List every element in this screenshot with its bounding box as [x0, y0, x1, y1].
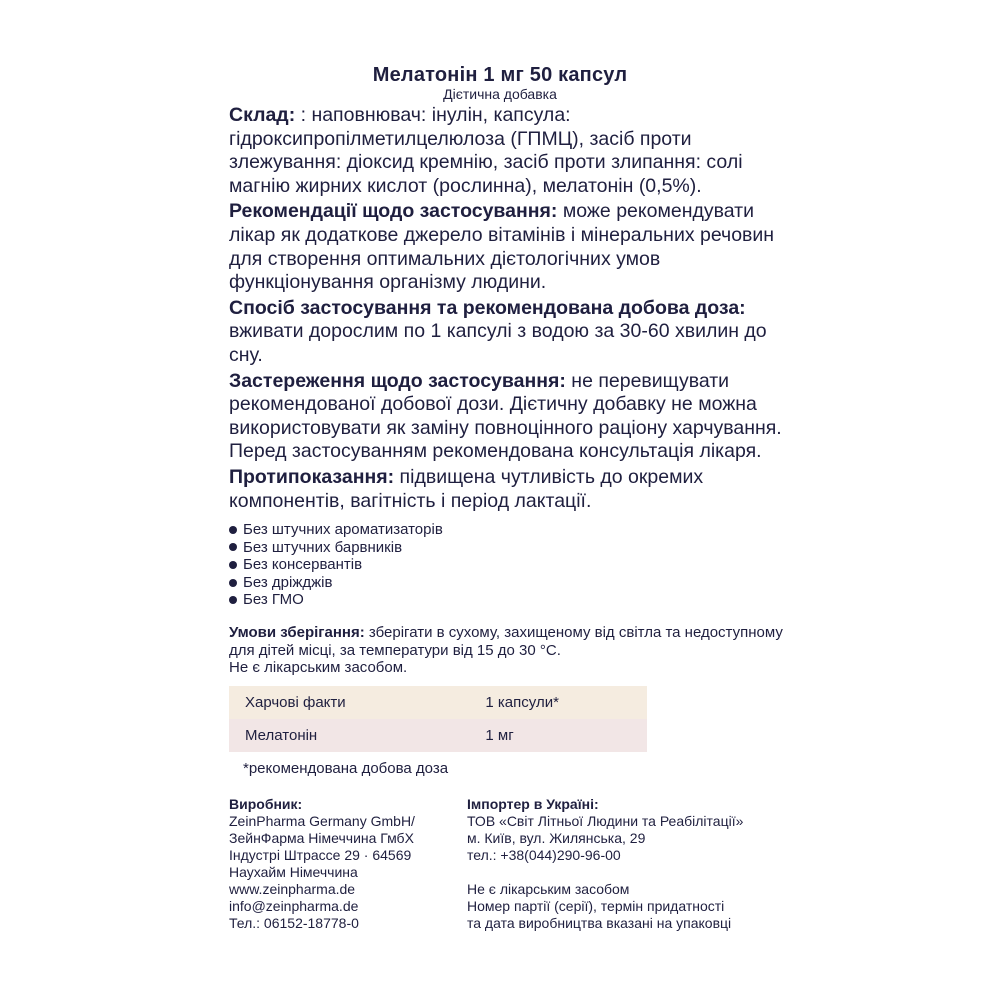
- table-row: [229, 719, 647, 752]
- label-body: [229, 104, 789, 513]
- usage-section: [229, 297, 789, 368]
- warnings-section: [229, 370, 789, 464]
- importer-phone: тел.: +38(044)290-96-00: [467, 847, 621, 863]
- spacer: [467, 864, 797, 881]
- bullet-icon: [229, 526, 237, 534]
- warnings-text: не перевищувати рекомендованої добової дози. Дієтичну добавку не можна використовувати як заміну повноцінного раціону харчування. Перед застосуванням рекомендована консультація лікаря.: [229, 369, 782, 463]
- contraindications-text: підвищена чутливість до окремих компонентів, вагітність і період лактації.: [229, 465, 704, 512]
- bullet-icon: [229, 596, 237, 604]
- manufacturer-website: www.zeinpharma.de: [229, 881, 356, 897]
- bullet-icon: [229, 561, 237, 569]
- composition-label: Склад:: [229, 104, 296, 126]
- storage-section: [229, 624, 789, 677]
- manufacturer-line: Наухайм Німеччина: [229, 864, 358, 880]
- manufacturer-label: Виробник:: [229, 796, 303, 812]
- list-item: Без штучних ароматизаторів: [229, 521, 443, 539]
- manufacturer-line: ZeinPharma Germany GmbH/: [229, 813, 415, 829]
- product-subtitle: Дієтична добавка: [443, 86, 557, 102]
- usage-label: Спосіб застосування та рекомендована добова доза:: [229, 296, 746, 319]
- composition-text: : наповнювач: інулін, капсула: гідроксипропілметилцелюлоза (ГПМЦ), засіб проти злежування: діоксид кремнію, засіб проти злипання: солі магнію жирних кислот (рослинна), мелатонін (0,5%).: [229, 104, 743, 197]
- bullet-icon: [229, 579, 237, 587]
- bullet-icon: [229, 543, 237, 551]
- importer-note: та дата виробництва вказані на упаковці: [467, 915, 732, 931]
- importer-block: [467, 796, 797, 932]
- manufacturer-line: ЗейнФарма Німеччина ГмбХ: [229, 830, 414, 846]
- table-header-cell: Харчові факти: [229, 686, 485, 719]
- composition-section: [229, 104, 789, 198]
- product-title: Мелатонін 1 мг 50 капсул: [372, 64, 628, 86]
- importer-line: м. Київ, вул. Жилянська, 29: [467, 830, 646, 846]
- warnings-label: Застереження щодо застосування:: [229, 369, 566, 392]
- importer-label: Імпортер в Україні:: [467, 796, 599, 812]
- nutrition-facts-table: [229, 686, 647, 752]
- importer-line: ТОВ «Світ Літньої Людини та Реабілітації»: [467, 813, 744, 829]
- list-item: Без ГМО: [229, 591, 443, 609]
- recommendations-text: може рекомендувати лікар як додаткове джерело вітамінів і мінеральних речовин для створення оптимальних дієтологічних умов функціонування організму людини.: [229, 200, 775, 294]
- importer-note: Номер партії (серії), термін придатності: [467, 898, 725, 914]
- free-from-list: [229, 521, 443, 609]
- importer-note: Не є лікарським засобом: [467, 881, 630, 897]
- table-header-cell: 1 капсули*: [485, 686, 647, 719]
- manufacturer-phone: Тел.: 06152-18778-0: [229, 915, 359, 931]
- list-item: Без дріжджів: [229, 574, 443, 592]
- manufacturer-block: [229, 796, 459, 932]
- list-item: Без консервантів: [229, 556, 443, 574]
- storage-label: Умови зберігання:: [229, 624, 365, 641]
- table-header-row: [229, 686, 647, 719]
- recommendations-label: Рекомендації щодо застосування:: [229, 200, 558, 223]
- table-cell: Мелатонін: [229, 719, 485, 752]
- manufacturer-email: info@zeinpharma.de: [229, 898, 359, 914]
- contraindications-section: [229, 466, 789, 513]
- storage-note: Не є лікарським засобом.: [229, 659, 408, 677]
- storage-text: зберігати в сухому, захищеному від світла та недоступному для дітей місці, за температури від 15 до 30 °С.: [229, 624, 783, 659]
- manufacturer-line: Індустрі Штрассе 29 · 64569: [229, 847, 412, 863]
- contraindications-label: Протипоказання:: [229, 465, 395, 488]
- usage-text: вживати дорослим по 1 капсулі з водою за 30-60 хвилин до сну.: [229, 320, 767, 366]
- recommendations-section: [229, 200, 789, 294]
- table-cell: 1 мг: [485, 719, 647, 752]
- footnote: *рекомендована добова доза: [243, 760, 449, 777]
- list-item: Без штучних барвників: [229, 539, 443, 557]
